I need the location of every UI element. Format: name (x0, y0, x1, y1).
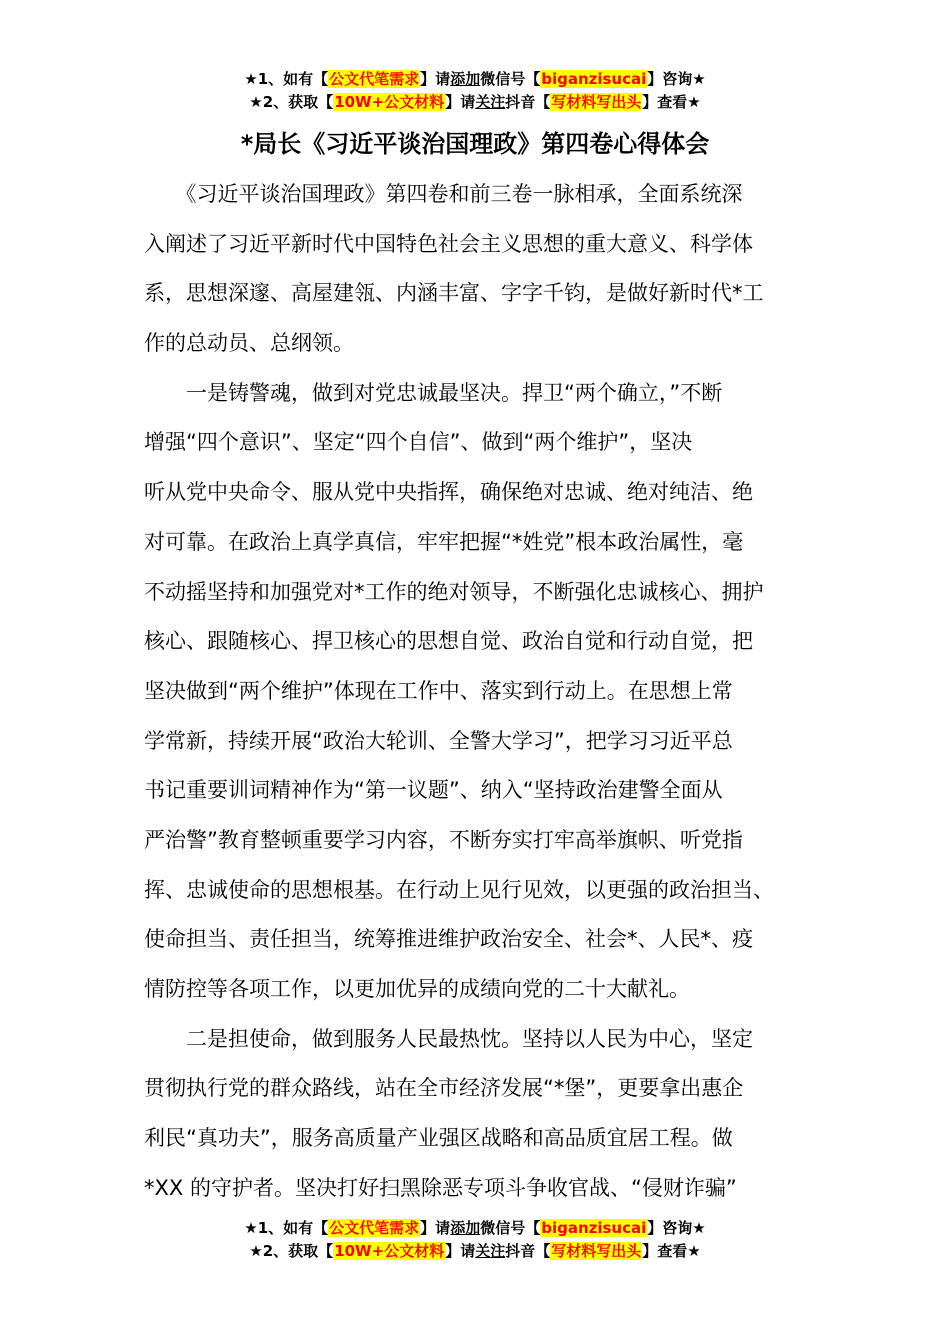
document-title: *局长《习近平谈治国理政》第四卷心得体会 (240, 130, 710, 158)
text-line: 坚决做到“两个维护”体现在工作中、落实到行动上。在思想上常 (144, 678, 733, 703)
text-line: 听从党中央命令、服从党中央指挥，确保绝对忠诚、绝对纯洁、绝 (144, 480, 753, 505)
banner-line-2 (0, 91, 950, 114)
text-line: 入阐述了习近平新时代中国特色社会主义思想的重大意义、科学体 (144, 231, 753, 256)
text-line: *XX 的守护者。坚决打好扫黑除恶专项斗争收官战、“侵财诈骗” (144, 1175, 737, 1200)
text-line: 《习近平谈治国理政》第四卷和前三卷一脉相承，全面系统深 (144, 182, 743, 206)
banner-highlight: 公文代笔需求 (329, 70, 420, 88)
bottom-banner (0, 1217, 950, 1263)
banner-text: ★1、如有【 (244, 1219, 329, 1237)
banner-text: 】请 (445, 1242, 476, 1260)
banner-highlight: 写材料写出头 (551, 1242, 642, 1260)
paragraph-intro (144, 170, 824, 369)
text-line: 二是担使命，做到服务人民最热忱。坚持以人民为中心，坚定 (144, 1026, 753, 1051)
text-line: 对可靠。在政治上真学真信，牢牢把握“*姓党”根本政治属性，毫 (144, 529, 744, 554)
banner-text: 】查看★ (642, 1242, 701, 1260)
banner-text: ★2、获取【 (249, 1242, 334, 1260)
banner-text: 】请 (445, 93, 476, 111)
banner-text: ★1、如有【 (244, 70, 329, 88)
banner-text: ★2、获取【 (249, 93, 334, 111)
banner-highlight: 公文代笔需求 (329, 1219, 420, 1237)
banner-highlight: biganzisucai (541, 1219, 647, 1237)
text-line: 一是铸警魂，做到对党忠诚最坚决。捍卫“两个确立，”不断 (144, 380, 723, 405)
banner-line-1 (0, 68, 950, 91)
banner-line-1 (0, 1217, 950, 1240)
banner-text: 微信号【 (480, 1219, 541, 1237)
text-line: 情防控等各项工作，以更加优异的成绩向党的二十大献礼。 (144, 977, 690, 1001)
banner-underlined: 添加 (450, 70, 481, 88)
text-line: 严治警”教育整顿重要学习内容，不断夯实打牢高举旗帜、听党指 (144, 827, 743, 852)
text-line: 贯彻执行党的群众路线，站在全市经济发展“*堡”，更要拿出惠企 (144, 1076, 744, 1101)
paragraph-two (144, 1015, 824, 1214)
text-line: 核心、跟随核心、捍卫核心的思想自觉、政治自觉和行动自觉，把 (144, 629, 753, 654)
banner-text: 】请 (420, 1219, 451, 1237)
banner-text: 】咨询★ (647, 1219, 706, 1237)
banner-underlined: 关注 (475, 1242, 506, 1260)
paragraph-one (144, 369, 824, 1015)
banner-highlight: 10W+公文材料 (334, 1242, 445, 1260)
banner-text: 抖音【 (505, 93, 551, 111)
text-line: 作的总动员、总纲领。 (144, 331, 354, 356)
text-line: 增强“四个意识”、坚定“四个自信”、做到“两个维护”，坚决 (144, 430, 693, 455)
banner-highlight: 10W+公文材料 (334, 93, 445, 111)
top-banner (0, 68, 950, 114)
banner-line-2 (0, 1240, 950, 1263)
text-line: 书记重要训词精神作为“第一议题”、纳入“坚持政治建警全面从 (144, 778, 723, 803)
banner-underlined: 添加 (450, 1219, 481, 1237)
banner-highlight: biganzisucai (541, 70, 647, 88)
text-line: 利民“真功夫”，服务高质量产业强区战略和高品质宜居工程。做 (144, 1126, 733, 1151)
text-line: 挥、忠诚使命的思想根基。在行动上见行见效，以更强的政治担当、 (144, 877, 774, 902)
banner-text: 】请 (420, 70, 451, 88)
document-body (144, 170, 824, 1213)
text-line: 使命担当、责任担当，统筹推进维护政治安全、社会*、人民*、疫 (144, 927, 753, 952)
banner-underlined: 关注 (475, 93, 506, 111)
text-line: 不动摇坚持和加强党对*工作的绝对领导，不断强化忠诚核心、拥护 (144, 579, 764, 604)
banner-text: 微信号【 (480, 70, 541, 88)
banner-text: 】查看★ (642, 93, 701, 111)
banner-text: 】咨询★ (647, 70, 706, 88)
banner-text: 抖音【 (505, 1242, 551, 1260)
text-line: 学常新，持续开展“政治大轮训、全警大学习”，把学习习近平总 (144, 728, 733, 753)
text-line: 系，思想深邃、高屋建瓴、内涵丰富、字字千钧，是做好新时代*工 (144, 281, 764, 306)
banner-highlight: 写材料写出头 (551, 93, 642, 111)
